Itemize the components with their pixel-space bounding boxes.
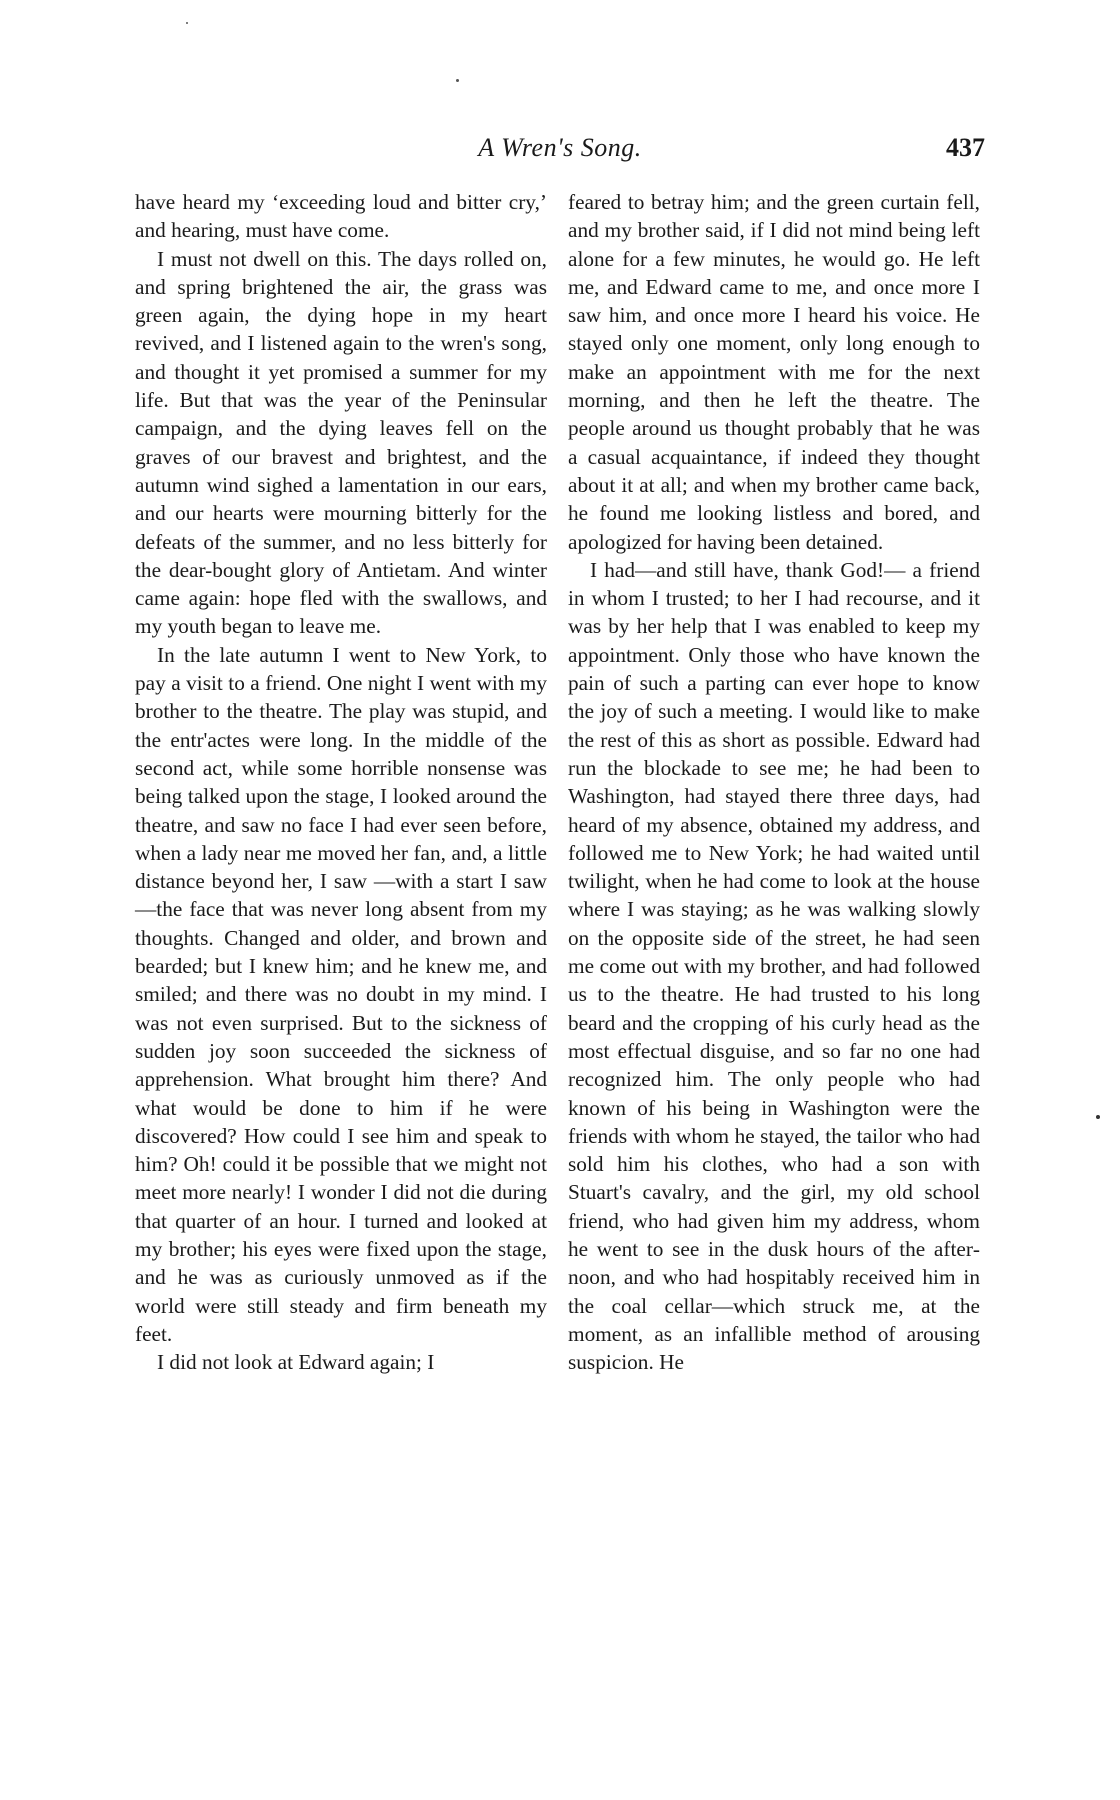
speck-mark <box>186 22 188 24</box>
paragraph: In the late autumn I went to New York, to pay a visit to a friend. One night I went with my brother to the theatre. The play was stupid, and the entr'actes were long. In the middle of the second act, while some horrible nonsense was being talked upon the stage, I looked around the theatre, and saw no face I had ever seen before, when a lady near me moved her fan, and, a little distance beyond her, I saw —with a start I saw—the face that was never long absent from my thoughts. Changed and older, and brown and bearded; but I knew him; and he knew me, and smiled; and there was no doubt in my mind. I was not even surprised. But to the sickness of sudden joy soon succeeded the sickness of apprehension. What brought him there? And what would be done to him if he were discovered? How could I see him and speak to him? Oh! could it be possible that we might not meet more nearly! I wonder I did not die during that quarter of an hour. I turned and looked at my brother; his eyes were fixed upon the stage, and he was as curiously unmoved as if the world were still steady and firm beneath my feet. <box>135 642 547 1346</box>
page-number: 437 <box>946 133 985 162</box>
speck-mark <box>456 79 459 82</box>
running-title: A Wren's Song. <box>478 133 642 162</box>
paragraph: feared to betray him; and the green curtain fell, and my brother said, if I did not mind being left alone for a few minutes, he would go. He left me, and Edward came to me, and once more I saw him, and once more I heard his voice. He stayed only one moment, only long enough to make an appointment with me for the next morning, and then he left the theatre. The people around us thought probably that he was a casual acquaintance, if indeed they thought about it at all; and when my brother came back, he found me looking listless and bored, and apologized for having been detained. <box>568 190 980 554</box>
running-head <box>135 133 985 173</box>
paragraph: I must not dwell on this. The days rolled on, and spring brightened the air, the grass was green again, the dying hope in my heart revived, and I listened again to the wren's song, and thought it yet promised a summer for my life. But that was the year of the Peninsular campaign, and the dying leaves fell on the graves of our bravest and brightest, and the autumn wind sighed a lamentation in our ears, and our hearts were mourning bitterly for the defeats of the summer, and no less bitterly for the dear-bought glory of Antietam. And winter came again: hope fled with the swallows, and my youth began to leave me. <box>135 246 547 639</box>
paragraph: have heard my ‘exceeding loud and bitter cry,’ and hearing, must have come. <box>135 190 547 243</box>
left-column <box>135 188 547 1376</box>
paragraph: I did not look at Edward again; I <box>157 1350 435 1375</box>
speck-mark <box>1096 1115 1100 1119</box>
right-column <box>568 188 980 1376</box>
paragraph: I had—and still have, thank God!— a friend in whom I trusted; to her I had recourse, and it was by her help that I was enabled to keep my appointment. Only those who have known the pain of such a parting can ever hope to know the joy of such a meeting. I would like to make the rest of this as short as possible. Edward had run the blockade to see me; he had been to Washington, had stayed there three days, had heard of my absence, obtained my address, and followed me to New York; he had waited until twilight, when he had come to look at the house where I was staying; as he was walking slowly on the opposite side of the street, he had seen me come out with my brother, and had followed us to the theatre. He had trusted to his long beard and the cropping of his curly head as the most effectual disguise, and so far no one had recognized him. The only people who had known of his being in Washington were the friends with whom he stayed, the tailor who had sold him his clothes, who had a son with Stuart's cavalry, and the girl, my old school friend, who had given him my address, whom he went to see in the dusk hours of the afternoon, and who had hospitably received him in the coal cellar—which struck me, at the moment, as an infallible method of arousing suspicion. He <box>568 557 980 1375</box>
